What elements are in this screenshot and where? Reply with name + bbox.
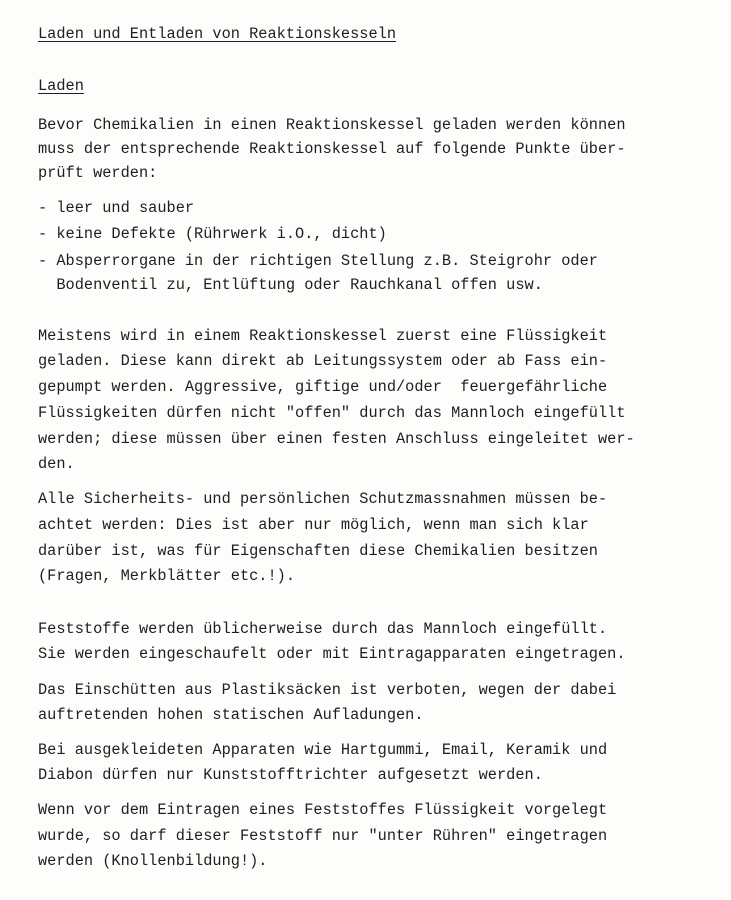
text-line: auftretenden hohen statischen Aufladungen. xyxy=(38,706,424,724)
text-line: wurde, so darf dieser Feststoff nur "unter Rühren" eingetragen xyxy=(38,827,608,845)
text-line: Alle Sicherheits- und persönlichen Schutzmassnahmen müssen be- xyxy=(38,490,608,508)
list-item: - keine Defekte (Rührwerk i.O., dicht) xyxy=(38,225,387,243)
text-line: prüft werden: xyxy=(38,164,158,182)
text-line: Feststoffe werden üblicherweise durch das Mannloch eingefüllt. xyxy=(38,620,608,638)
document-title: Laden und Entladen von Reaktionskesseln xyxy=(38,25,397,43)
text-line: Bei ausgekleideten Apparaten wie Hartgummi, Email, Keramik und xyxy=(38,741,608,759)
list-item: - Absperrorgane in der richtigen Stellung z.B. Steigrohr oder xyxy=(38,252,598,270)
text-line: muss der entsprechende Reaktionskessel auf folgende Punkte über- xyxy=(38,140,626,158)
text-line: Sie werden eingeschaufelt oder mit Eintragapparaten eingetragen. xyxy=(38,645,626,663)
text-line: (Fragen, Merkblätter etc.!). xyxy=(38,567,296,585)
text-line: gepumpt werden. Aggressive, giftige und/oder feuergefährliche xyxy=(38,378,608,396)
text-line: Diabon dürfen nur Kunststofftrichter aufgesetzt werden. xyxy=(38,766,543,784)
text-line: werden; diese müssen über einen festen Anschluss eingeleitet wer- xyxy=(38,430,635,448)
text-line: geladen. Diese kann direkt ab Leitungssystem oder ab Fass ein- xyxy=(38,352,608,370)
text-line: darüber ist, was für Eigenschaften diese Chemikalien besitzen xyxy=(38,542,598,560)
list-item: Bodenventil zu, Entlüftung oder Rauchkanal offen usw. xyxy=(38,276,543,294)
text-line: Bevor Chemikalien in einen Reaktionskessel geladen werden können xyxy=(38,116,626,134)
text-line: den. xyxy=(38,455,75,473)
text-line: achtet werden: Dies ist aber nur möglich, wenn man sich klar xyxy=(38,516,589,534)
section-heading: Laden xyxy=(38,77,84,95)
text-line: Meistens wird in einem Reaktionskessel zuerst eine Flüssigkeit xyxy=(38,327,608,345)
text-line: Wenn vor dem Eintragen eines Feststoffes Flüssigkeit vorgelegt xyxy=(38,801,608,819)
text-line: Das Einschütten aus Plastiksäcken ist verboten, wegen der dabei xyxy=(38,681,617,699)
text-line: werden (Knollenbildung!). xyxy=(38,852,268,870)
list-item: - leer und sauber xyxy=(38,199,195,217)
text-line: Flüssigkeiten dürfen nicht "offen" durch das Mannloch eingefüllt xyxy=(38,404,626,422)
